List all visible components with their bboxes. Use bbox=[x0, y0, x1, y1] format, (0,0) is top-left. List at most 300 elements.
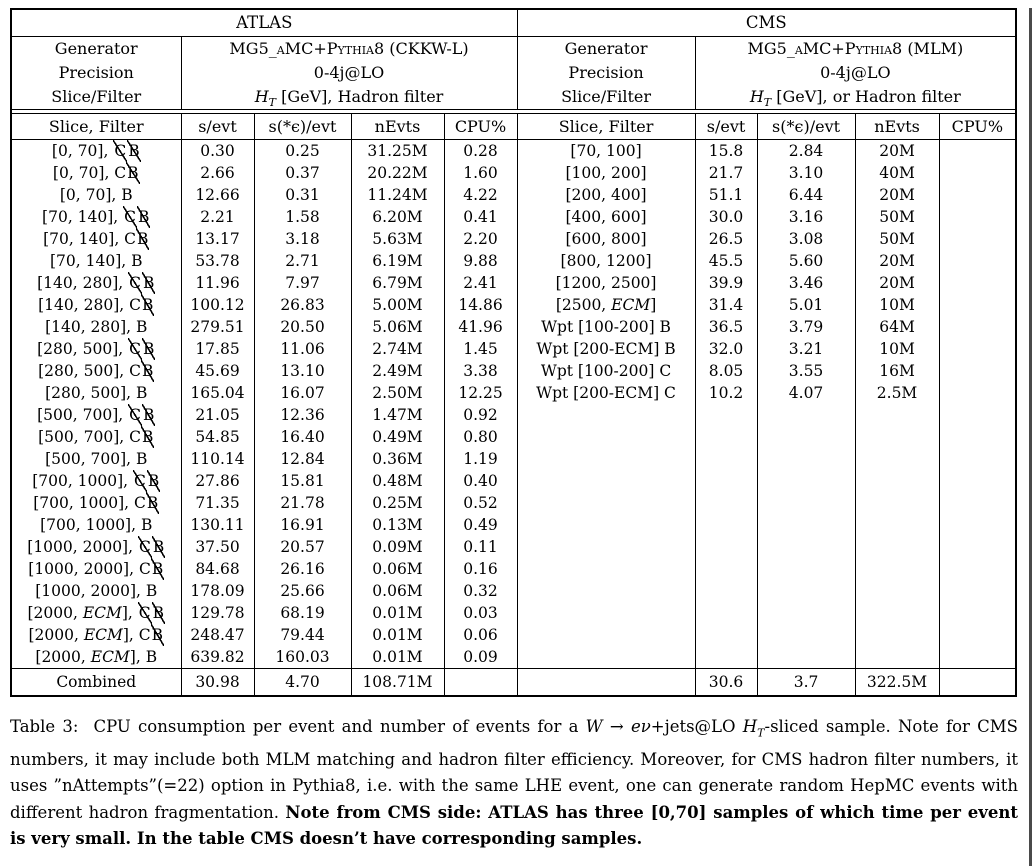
cms-s-eps-evt-cell bbox=[757, 514, 855, 536]
atlas-col-s-eps-evt: s(*ϵ)/evt bbox=[254, 114, 351, 140]
cms-nevts-cell bbox=[855, 514, 939, 536]
cms-generator-value: MG5_aMC+Pythia8 (MLM) bbox=[747, 39, 964, 58]
atlas-nevts-cell: 0.49M bbox=[351, 426, 444, 448]
cms-s-eps-evt-cell: 5.01 bbox=[757, 294, 855, 316]
cms-slice-cell bbox=[517, 624, 695, 646]
cms-s-eps-evt-cell bbox=[757, 426, 855, 448]
cms-combined-cpu bbox=[939, 669, 1016, 697]
atlas-cpu-cell: 0.16 bbox=[444, 558, 517, 580]
atlas-nevts-cell: 2.74M bbox=[351, 338, 444, 360]
cms-cpu-cell bbox=[939, 382, 1016, 404]
cms-slice-cell bbox=[517, 558, 695, 580]
atlas-cpu-cell: 0.09 bbox=[444, 646, 517, 669]
atlas-s-evt-cell: 17.85 bbox=[181, 338, 254, 360]
cms-s-evt-cell: 51.1 bbox=[695, 184, 757, 206]
cms-slice-cell: [2500, ECM] bbox=[517, 294, 695, 316]
cms-nevts-cell bbox=[855, 426, 939, 448]
cms-s-evt-cell: 32.0 bbox=[695, 338, 757, 360]
atlas-s-evt-cell: 130.11 bbox=[181, 514, 254, 536]
atlas-slice-cell: [2000, ECM], B bbox=[11, 646, 181, 669]
cms-nevts-cell: 20M bbox=[855, 272, 939, 294]
atlas-nevts-cell: 5.63M bbox=[351, 228, 444, 250]
cms-cpu-cell bbox=[939, 580, 1016, 602]
atlas-s-eps-evt-cell: 13.10 bbox=[254, 360, 351, 382]
atlas-title: ATLAS bbox=[11, 9, 517, 37]
atlas-nevts-cell: 5.06M bbox=[351, 316, 444, 338]
table-row bbox=[11, 492, 1016, 514]
cms-slice-cell: [70, 100] bbox=[517, 140, 695, 163]
atlas-slice-cell: [70, 140], C B bbox=[11, 206, 181, 228]
atlas-cpu-cell: 0.52 bbox=[444, 492, 517, 514]
cms-col-s-eps-evt: s(*ϵ)/evt bbox=[757, 114, 855, 140]
cms-nevts-cell: 50M bbox=[855, 228, 939, 250]
cms-s-evt-cell bbox=[695, 602, 757, 624]
cms-combined-nevts: 322.5M bbox=[855, 669, 939, 697]
atlas-slice-cell: [500, 700], CB bbox=[11, 426, 181, 448]
column-header-row bbox=[11, 114, 1016, 140]
table-row bbox=[11, 184, 1016, 206]
atlas-s-eps-evt-cell: 16.07 bbox=[254, 382, 351, 404]
cms-s-evt-cell: 15.8 bbox=[695, 140, 757, 163]
atlas-cpu-cell: 0.40 bbox=[444, 470, 517, 492]
atlas-slice-cell: [140, 280], CB bbox=[11, 294, 181, 316]
atlas-slice-cell: [70, 140], CB bbox=[11, 228, 181, 250]
cms-s-evt-cell: 21.7 bbox=[695, 162, 757, 184]
cms-slice-cell: [200, 400] bbox=[517, 184, 695, 206]
cms-slice-cell bbox=[517, 492, 695, 514]
atlas-slice-cell: [140, 280], B bbox=[11, 316, 181, 338]
atlas-cpu-cell: 2.20 bbox=[444, 228, 517, 250]
caption-text: CPU consumption per event and number of events for a W → eν+jets@LO $H_T$-sliced sample. Note for CMS numbers, it may include both MLM matching and hadron filter efficiency. Moreover, for CMS hadron filter numbers, it uses ”nAttempts”(=22) option in Pythia8, i.e. with the same LHE event, one can generate random HepMC events with different hadron fragmentation. Note from CMS side: ATLAS has three [0,70] samples of which time per event is very small. In the table CMS doesn’t have corresponding samples. bbox=[10, 717, 1019, 849]
cms-s-evt-cell: 30.0 bbox=[695, 206, 757, 228]
atlas-generator-value: MG5_aMC+Pythia8 (CKKW-L) bbox=[229, 39, 469, 58]
atlas-cpu-cell: 0.92 bbox=[444, 404, 517, 426]
cms-cpu-cell bbox=[939, 250, 1016, 272]
atlas-s-eps-evt-cell: 26.83 bbox=[254, 294, 351, 316]
cms-s-evt-cell: 10.2 bbox=[695, 382, 757, 404]
atlas-nevts-cell: 6.20M bbox=[351, 206, 444, 228]
cms-meta-values bbox=[695, 37, 1016, 110]
cms-slice-cell bbox=[517, 470, 695, 492]
atlas-slice-cell: [0, 70], C B bbox=[11, 140, 181, 163]
atlas-nevts-cell: 11.24M bbox=[351, 184, 444, 206]
cms-s-eps-evt-cell: 4.07 bbox=[757, 382, 855, 404]
cms-slice-cell bbox=[517, 404, 695, 426]
atlas-s-eps-evt-cell: 15.81 bbox=[254, 470, 351, 492]
cms-cpu-cell bbox=[939, 602, 1016, 624]
atlas-cpu-cell: 2.41 bbox=[444, 272, 517, 294]
atlas-slicefilter-label: Slice/Filter bbox=[51, 87, 142, 106]
atlas-slice-cell: [1000, 2000], CB bbox=[11, 558, 181, 580]
table-row bbox=[11, 316, 1016, 338]
table-row bbox=[11, 602, 1016, 624]
cms-generator-label: Generator bbox=[564, 39, 648, 58]
atlas-s-eps-evt-cell: 25.66 bbox=[254, 580, 351, 602]
atlas-nevts-cell: 0.25M bbox=[351, 492, 444, 514]
atlas-nevts-cell: 6.79M bbox=[351, 272, 444, 294]
cms-slice-cell bbox=[517, 646, 695, 669]
cms-nevts-cell: 16M bbox=[855, 360, 939, 382]
cms-s-eps-evt-cell bbox=[757, 602, 855, 624]
cms-nevts-cell bbox=[855, 558, 939, 580]
cms-s-evt-cell bbox=[695, 624, 757, 646]
cms-slice-cell bbox=[517, 580, 695, 602]
cms-s-eps-evt-cell: 3.79 bbox=[757, 316, 855, 338]
cms-slice-cell bbox=[517, 426, 695, 448]
atlas-cpu-cell: 3.38 bbox=[444, 360, 517, 382]
cms-cpu-cell bbox=[939, 558, 1016, 580]
atlas-combined-s-evt: 30.98 bbox=[181, 669, 254, 697]
atlas-s-evt-cell: 100.12 bbox=[181, 294, 254, 316]
atlas-s-eps-evt-cell: 12.36 bbox=[254, 404, 351, 426]
cms-s-eps-evt-cell: 3.55 bbox=[757, 360, 855, 382]
cms-s-eps-evt-cell bbox=[757, 448, 855, 470]
cms-precision-label: Precision bbox=[568, 63, 644, 82]
cms-s-evt-cell bbox=[695, 580, 757, 602]
cms-nevts-cell bbox=[855, 492, 939, 514]
atlas-cpu-cell: 41.96 bbox=[444, 316, 517, 338]
atlas-slice-cell: [0, 70], B bbox=[11, 184, 181, 206]
cms-s-eps-evt-cell bbox=[757, 536, 855, 558]
table-row bbox=[11, 250, 1016, 272]
atlas-s-evt-cell: 54.85 bbox=[181, 426, 254, 448]
cms-s-eps-evt-cell: 3.46 bbox=[757, 272, 855, 294]
atlas-col-nevts: nEvts bbox=[351, 114, 444, 140]
atlas-nevts-cell: 2.49M bbox=[351, 360, 444, 382]
atlas-combined-nevts: 108.71M bbox=[351, 669, 444, 697]
cms-slice-cell: [100, 200] bbox=[517, 162, 695, 184]
atlas-nevts-cell: 0.06M bbox=[351, 580, 444, 602]
table-row bbox=[11, 514, 1016, 536]
table-row bbox=[11, 360, 1016, 382]
cms-nevts-cell bbox=[855, 624, 939, 646]
atlas-s-eps-evt-cell: 7.97 bbox=[254, 272, 351, 294]
cms-cpu-cell bbox=[939, 646, 1016, 669]
atlas-s-eps-evt-cell: 2.71 bbox=[254, 250, 351, 272]
table-row bbox=[11, 558, 1016, 580]
atlas-s-eps-evt-cell: 11.06 bbox=[254, 338, 351, 360]
cms-cpu-cell bbox=[939, 360, 1016, 382]
atlas-slice-cell: [1000, 2000], C B bbox=[11, 536, 181, 558]
cms-cpu-cell bbox=[939, 426, 1016, 448]
atlas-cpu-cell: 0.06 bbox=[444, 624, 517, 646]
atlas-s-evt-cell: 248.47 bbox=[181, 624, 254, 646]
table-caption bbox=[10, 714, 1018, 853]
atlas-cpu-cell: 0.32 bbox=[444, 580, 517, 602]
table-row bbox=[11, 624, 1016, 646]
cms-nevts-cell: 2.5M bbox=[855, 382, 939, 404]
cms-s-eps-evt-cell: 2.84 bbox=[757, 140, 855, 163]
cms-s-eps-evt-cell bbox=[757, 646, 855, 669]
cms-slice-cell: Wpt [200-ECM] C bbox=[517, 382, 695, 404]
atlas-nevts-cell: 6.19M bbox=[351, 250, 444, 272]
atlas-cpu-cell: 1.60 bbox=[444, 162, 517, 184]
combined-row bbox=[11, 669, 1016, 697]
cms-slicefilter-label: Slice/Filter bbox=[561, 87, 651, 106]
cms-nevts-cell bbox=[855, 448, 939, 470]
atlas-s-evt-cell: 279.51 bbox=[181, 316, 254, 338]
cms-nevts-cell: 10M bbox=[855, 294, 939, 316]
atlas-slice-cell: [140, 280], C B bbox=[11, 272, 181, 294]
atlas-s-eps-evt-cell: 26.16 bbox=[254, 558, 351, 580]
atlas-col-s-evt: s/evt bbox=[181, 114, 254, 140]
atlas-slice-cell: [280, 500], C B bbox=[11, 338, 181, 360]
cms-s-eps-evt-cell: 3.10 bbox=[757, 162, 855, 184]
atlas-cpu-cell: 0.41 bbox=[444, 206, 517, 228]
atlas-s-evt-cell: 129.78 bbox=[181, 602, 254, 624]
atlas-nevts-cell: 0.01M bbox=[351, 646, 444, 669]
cms-nevts-cell bbox=[855, 470, 939, 492]
cms-col-nevts: nEvts bbox=[855, 114, 939, 140]
atlas-s-eps-evt-cell: 0.37 bbox=[254, 162, 351, 184]
atlas-s-evt-cell: 13.17 bbox=[181, 228, 254, 250]
atlas-nevts-cell: 0.09M bbox=[351, 536, 444, 558]
atlas-s-evt-cell: 27.86 bbox=[181, 470, 254, 492]
atlas-nevts-cell: 0.06M bbox=[351, 558, 444, 580]
cms-nevts-cell: 10M bbox=[855, 338, 939, 360]
table-row bbox=[11, 162, 1016, 184]
cms-s-eps-evt-cell bbox=[757, 558, 855, 580]
cms-s-evt-cell: 36.5 bbox=[695, 316, 757, 338]
cms-s-eps-evt-cell bbox=[757, 492, 855, 514]
cms-s-evt-cell bbox=[695, 646, 757, 669]
table-row bbox=[11, 404, 1016, 426]
atlas-slice-cell: [700, 1000], B bbox=[11, 514, 181, 536]
cms-slice-cell bbox=[517, 536, 695, 558]
table-row bbox=[11, 580, 1016, 602]
cms-nevts-cell: 50M bbox=[855, 206, 939, 228]
cms-s-evt-cell: 45.5 bbox=[695, 250, 757, 272]
atlas-cpu-cell: 4.22 bbox=[444, 184, 517, 206]
atlas-cpu-cell: 0.11 bbox=[444, 536, 517, 558]
atlas-cpu-cell: 12.25 bbox=[444, 382, 517, 404]
atlas-s-eps-evt-cell: 68.19 bbox=[254, 602, 351, 624]
cms-cpu-cell bbox=[939, 162, 1016, 184]
atlas-slice-cell: [2000, ECM], CB bbox=[11, 624, 181, 646]
table-row bbox=[11, 426, 1016, 448]
cms-slice-cell: Wpt [100-200] B bbox=[517, 316, 695, 338]
cms-cpu-cell bbox=[939, 272, 1016, 294]
cms-s-evt-cell: 31.4 bbox=[695, 294, 757, 316]
cms-nevts-cell bbox=[855, 602, 939, 624]
atlas-precision-label: Precision bbox=[58, 63, 134, 82]
atlas-s-eps-evt-cell: 20.50 bbox=[254, 316, 351, 338]
atlas-s-eps-evt-cell: 21.78 bbox=[254, 492, 351, 514]
atlas-slice-cell: [280, 500], B bbox=[11, 382, 181, 404]
cms-s-eps-evt-cell: 3.16 bbox=[757, 206, 855, 228]
cms-s-eps-evt-cell bbox=[757, 404, 855, 426]
cms-meta-labels bbox=[517, 37, 695, 110]
cms-slice-cell: [800, 1200] bbox=[517, 250, 695, 272]
atlas-s-eps-evt-cell: 20.57 bbox=[254, 536, 351, 558]
cms-cpu-cell bbox=[939, 184, 1016, 206]
cms-s-eps-evt-cell: 3.08 bbox=[757, 228, 855, 250]
cms-s-evt-cell bbox=[695, 514, 757, 536]
cms-nevts-cell: 20M bbox=[855, 250, 939, 272]
atlas-slice-cell: [280, 500], CB bbox=[11, 360, 181, 382]
cms-slice-cell: [600, 800] bbox=[517, 228, 695, 250]
atlas-meta-labels bbox=[11, 37, 181, 110]
atlas-slice-cell: [500, 700], C B bbox=[11, 404, 181, 426]
atlas-slice-cell: [0, 70], CB bbox=[11, 162, 181, 184]
atlas-s-eps-evt-cell: 0.31 bbox=[254, 184, 351, 206]
cms-s-eps-evt-cell: 6.44 bbox=[757, 184, 855, 206]
atlas-s-evt-cell: 45.69 bbox=[181, 360, 254, 382]
cms-s-evt-cell bbox=[695, 426, 757, 448]
atlas-s-eps-evt-cell: 3.18 bbox=[254, 228, 351, 250]
cms-s-evt-cell bbox=[695, 536, 757, 558]
atlas-nevts-cell: 0.01M bbox=[351, 602, 444, 624]
cms-nevts-cell: 64M bbox=[855, 316, 939, 338]
cms-title: CMS bbox=[517, 9, 1016, 37]
cms-s-eps-evt-cell bbox=[757, 580, 855, 602]
atlas-precision-value: 0-4j@LO bbox=[313, 63, 385, 82]
cms-cpu-cell bbox=[939, 316, 1016, 338]
table-row bbox=[11, 536, 1016, 558]
atlas-s-evt-cell: 639.82 bbox=[181, 646, 254, 669]
cms-cpu-cell bbox=[939, 294, 1016, 316]
table-body bbox=[11, 140, 1016, 669]
cms-slice-cell: Wpt [200-ECM] B bbox=[517, 338, 695, 360]
cms-slice-cell: Wpt [100-200] C bbox=[517, 360, 695, 382]
atlas-generator-label: Generator bbox=[54, 39, 138, 58]
cms-cpu-cell bbox=[939, 492, 1016, 514]
atlas-s-eps-evt-cell: 16.91 bbox=[254, 514, 351, 536]
atlas-meta-values bbox=[181, 37, 517, 110]
atlas-cpu-cell: 0.80 bbox=[444, 426, 517, 448]
atlas-combined-s-eps-evt: 4.70 bbox=[254, 669, 351, 697]
cms-cpu-cell bbox=[939, 338, 1016, 360]
table-row bbox=[11, 140, 1016, 163]
cms-s-eps-evt-cell: 5.60 bbox=[757, 250, 855, 272]
cms-s-eps-evt-cell: 3.21 bbox=[757, 338, 855, 360]
caption-label: Table 3: bbox=[10, 717, 79, 736]
atlas-col-cpu: CPU% bbox=[444, 114, 517, 140]
table-row bbox=[11, 294, 1016, 316]
atlas-s-eps-evt-cell: 12.84 bbox=[254, 448, 351, 470]
atlas-cpu-cell: 0.03 bbox=[444, 602, 517, 624]
atlas-s-eps-evt-cell: 79.44 bbox=[254, 624, 351, 646]
cms-col-s-evt: s/evt bbox=[695, 114, 757, 140]
cms-precision-value: 0-4j@LO bbox=[820, 63, 891, 82]
cms-nevts-cell bbox=[855, 646, 939, 669]
atlas-s-evt-cell: 37.50 bbox=[181, 536, 254, 558]
atlas-nevts-cell: 20.22M bbox=[351, 162, 444, 184]
atlas-nevts-cell: 5.00M bbox=[351, 294, 444, 316]
atlas-s-evt-cell: 53.78 bbox=[181, 250, 254, 272]
table-row bbox=[11, 382, 1016, 404]
cpu-consumption-table bbox=[10, 8, 1017, 697]
atlas-slice-cell: [70, 140], B bbox=[11, 250, 181, 272]
atlas-s-evt-cell: 71.35 bbox=[181, 492, 254, 514]
cms-s-evt-cell: 26.5 bbox=[695, 228, 757, 250]
cms-cpu-cell bbox=[939, 624, 1016, 646]
atlas-s-eps-evt-cell: 160.03 bbox=[254, 646, 351, 669]
cms-cpu-cell bbox=[939, 536, 1016, 558]
atlas-nevts-cell: 31.25M bbox=[351, 140, 444, 163]
cms-s-eps-evt-cell bbox=[757, 624, 855, 646]
atlas-combined-cpu bbox=[444, 669, 517, 697]
atlas-s-evt-cell: 0.30 bbox=[181, 140, 254, 163]
atlas-s-evt-cell: 2.66 bbox=[181, 162, 254, 184]
cms-col-cpu: CPU% bbox=[939, 114, 1016, 140]
atlas-s-evt-cell: 12.66 bbox=[181, 184, 254, 206]
cms-combined-s-eps-evt: 3.7 bbox=[757, 669, 855, 697]
cms-cpu-cell bbox=[939, 448, 1016, 470]
cms-nevts-cell bbox=[855, 580, 939, 602]
cms-col-slice-filter: Slice, Filter bbox=[517, 114, 695, 140]
cms-s-evt-cell bbox=[695, 470, 757, 492]
table-row bbox=[11, 228, 1016, 250]
atlas-slice-cell: [2000, ECM], C B bbox=[11, 602, 181, 624]
table-row bbox=[11, 338, 1016, 360]
atlas-s-evt-cell: 84.68 bbox=[181, 558, 254, 580]
atlas-s-evt-cell: 21.05 bbox=[181, 404, 254, 426]
atlas-nevts-cell: 0.01M bbox=[351, 624, 444, 646]
cms-s-evt-cell: 39.9 bbox=[695, 272, 757, 294]
atlas-nevts-cell: 1.47M bbox=[351, 404, 444, 426]
atlas-s-evt-cell: 110.14 bbox=[181, 448, 254, 470]
table-row bbox=[11, 470, 1016, 492]
cms-cpu-cell bbox=[939, 514, 1016, 536]
cms-nevts-cell: 20M bbox=[855, 140, 939, 163]
atlas-slice-cell: [700, 1000], C B bbox=[11, 470, 181, 492]
atlas-s-eps-evt-cell: 1.58 bbox=[254, 206, 351, 228]
atlas-nevts-cell: 0.48M bbox=[351, 470, 444, 492]
cms-cpu-cell bbox=[939, 404, 1016, 426]
cms-slice-cell bbox=[517, 602, 695, 624]
atlas-slice-cell: [1000, 2000], B bbox=[11, 580, 181, 602]
cms-s-evt-cell bbox=[695, 492, 757, 514]
experiment-title-row bbox=[11, 9, 1016, 37]
cms-nevts-cell bbox=[855, 404, 939, 426]
cms-s-evt-cell bbox=[695, 448, 757, 470]
atlas-cpu-cell: 9.88 bbox=[444, 250, 517, 272]
atlas-s-evt-cell: 165.04 bbox=[181, 382, 254, 404]
cms-combined-label bbox=[517, 669, 695, 697]
atlas-combined-label: Combined bbox=[11, 669, 181, 697]
atlas-s-eps-evt-cell: 16.40 bbox=[254, 426, 351, 448]
cms-combined-s-evt: 30.6 bbox=[695, 669, 757, 697]
cms-slice-cell: [400, 600] bbox=[517, 206, 695, 228]
atlas-cpu-cell: 1.45 bbox=[444, 338, 517, 360]
atlas-nevts-cell: 2.50M bbox=[351, 382, 444, 404]
atlas-slice-cell: [700, 1000], CB bbox=[11, 492, 181, 514]
atlas-nevts-cell: 0.13M bbox=[351, 514, 444, 536]
atlas-s-evt-cell: 11.96 bbox=[181, 272, 254, 294]
cms-s-evt-cell: 8.05 bbox=[695, 360, 757, 382]
cms-s-evt-cell bbox=[695, 558, 757, 580]
table-row bbox=[11, 646, 1016, 669]
atlas-s-evt-cell: 178.09 bbox=[181, 580, 254, 602]
cms-slice-cell: [1200, 2500] bbox=[517, 272, 695, 294]
cms-s-eps-evt-cell bbox=[757, 470, 855, 492]
atlas-slice-cell: [500, 700], B bbox=[11, 448, 181, 470]
cms-nevts-cell: 20M bbox=[855, 184, 939, 206]
table-row bbox=[11, 448, 1016, 470]
atlas-cpu-cell: 0.49 bbox=[444, 514, 517, 536]
cms-cpu-cell bbox=[939, 206, 1016, 228]
atlas-cpu-cell: 1.19 bbox=[444, 448, 517, 470]
atlas-slicefilter-value: $H_T$ [GeV], Hadron filter bbox=[254, 87, 444, 110]
cms-s-evt-cell bbox=[695, 404, 757, 426]
atlas-nevts-cell: 0.36M bbox=[351, 448, 444, 470]
cms-slice-cell bbox=[517, 514, 695, 536]
cms-nevts-cell bbox=[855, 536, 939, 558]
meta-row bbox=[11, 37, 1016, 110]
cms-slicefilter-value: $H_T$ [GeV], or Hadron filter bbox=[749, 87, 961, 110]
atlas-s-eps-evt-cell: 0.25 bbox=[254, 140, 351, 163]
